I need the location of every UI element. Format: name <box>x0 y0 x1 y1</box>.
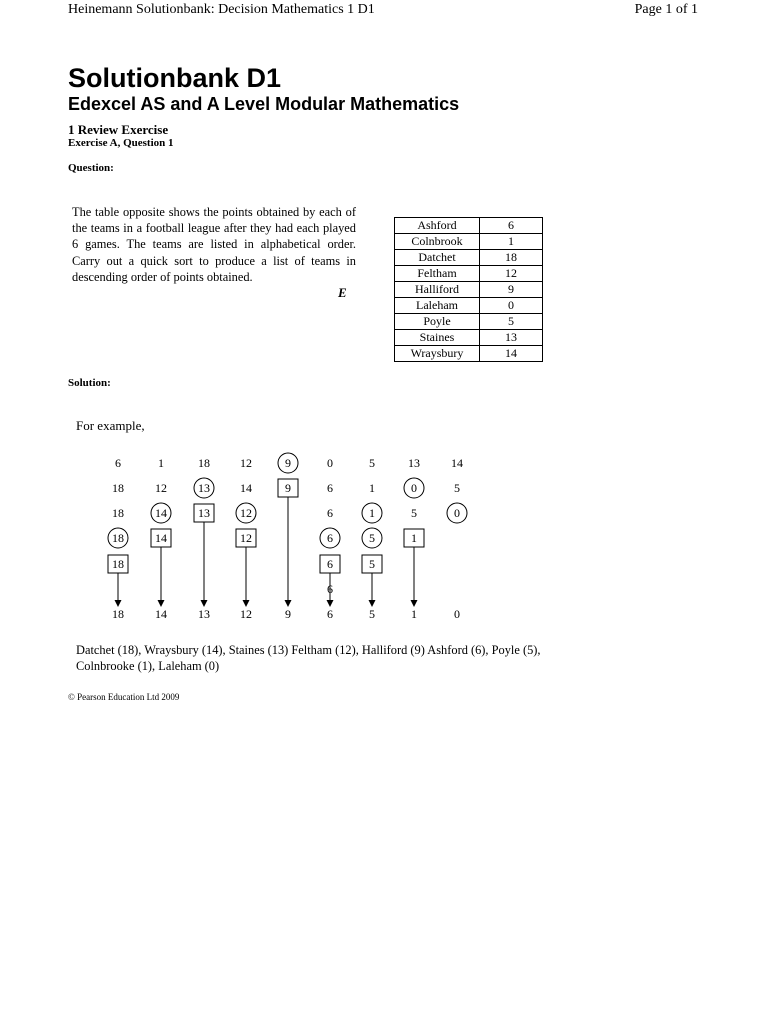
team-name: Colnbrook <box>395 234 480 250</box>
sort-value: 6 <box>327 557 333 571</box>
sort-value: 12 <box>240 531 252 545</box>
pivot-arrow-head <box>115 600 122 607</box>
team-name: Staines <box>395 330 480 346</box>
copyright-footer: © Pearson Education Ltd 2009 <box>68 692 180 702</box>
sort-value: 13 <box>408 456 420 470</box>
sort-value: 14 <box>240 481 252 495</box>
header-source: Heinemann Solutionbank: Decision Mathematics 1 D1 <box>68 2 375 17</box>
sorted-value: 14 <box>155 607 167 621</box>
sort-value: 0 <box>454 506 460 520</box>
team-name: Poyle <box>395 314 480 330</box>
sort-value: 13 <box>198 506 210 520</box>
team-name: Datchet <box>395 250 480 266</box>
sort-value: 14 <box>155 506 167 520</box>
sort-value: 5 <box>369 557 375 571</box>
sort-value: 14 <box>155 531 167 545</box>
team-points: 13 <box>480 330 543 346</box>
sort-value: 5 <box>369 531 375 545</box>
team-points: 14 <box>480 346 543 362</box>
pivot-arrow-head <box>243 600 250 607</box>
example-intro: For example, <box>76 418 145 433</box>
sort-value: 18 <box>112 531 124 545</box>
sort-value: 6 <box>115 456 121 470</box>
pivot-arrow-head <box>201 600 208 607</box>
sort-value: 6 <box>327 506 333 520</box>
sort-value: 1 <box>158 456 164 470</box>
pivot-arrow-head <box>411 600 418 607</box>
sort-value: 1 <box>369 481 375 495</box>
team-points: 6 <box>480 218 543 234</box>
question-text: The table opposite shows the points obtained by each of the teams in a football league after they had each played 6 games. The teams are listed in alphabetical order. Carry out a quick sort to produce a list of teams in descending order of points obtained. <box>72 205 356 284</box>
exercise-heading: Exercise A, Question 1 <box>68 137 174 149</box>
page-subtitle: Edexcel AS and A Level Modular Mathematics <box>68 94 460 114</box>
sort-value: 18 <box>112 481 124 495</box>
page-title: Solutionbank D1 <box>68 63 282 93</box>
sort-value: 5 <box>411 506 417 520</box>
sort-value: 13 <box>198 481 210 495</box>
team-points: 1 <box>480 234 543 250</box>
sort-value: 9 <box>285 456 291 470</box>
team-points: 0 <box>480 298 543 314</box>
sort-value: 18 <box>112 557 124 571</box>
sorted-value: 1 <box>411 607 417 621</box>
sorted-result-text: Datchet (18), Wraysbury (14), Staines (13) Feltham (12), Halliford (9) Ashford (6), Poyle (5), Colnbrooke (1), Laleham (0) <box>76 643 541 673</box>
exam-mark: E <box>338 285 347 300</box>
sorted-value: 0 <box>454 607 460 621</box>
team-points: 5 <box>480 314 543 330</box>
sort-value: 6 <box>327 582 333 596</box>
sort-value: 9 <box>285 481 291 495</box>
sorted-value: 6 <box>327 607 333 621</box>
sort-value: 1 <box>369 506 375 520</box>
team-name: Feltham <box>395 266 480 282</box>
sort-value: 5 <box>454 481 460 495</box>
page-number: Page 1 of 1 <box>634 2 698 17</box>
sort-value: 18 <box>112 506 124 520</box>
team-name: Halliford <box>395 282 480 298</box>
sorted-value: 12 <box>240 607 252 621</box>
sort-value: 6 <box>327 481 333 495</box>
pivot-arrow-head <box>369 600 376 607</box>
sort-value: 0 <box>327 456 333 470</box>
team-name: Laleham <box>395 298 480 314</box>
pivot-arrow-head <box>285 600 292 607</box>
sort-value: 0 <box>411 481 417 495</box>
team-points: 12 <box>480 266 543 282</box>
sorted-value: 13 <box>198 607 210 621</box>
sorted-value: 18 <box>112 607 124 621</box>
pivot-arrow-head <box>158 600 165 607</box>
sorted-value: 9 <box>285 607 291 621</box>
team-name: Wraysbury <box>395 346 480 362</box>
sort-value: 18 <box>198 456 210 470</box>
pivot-arrow-head <box>327 600 334 607</box>
solution-label: Solution: <box>68 377 111 389</box>
team-points: 18 <box>480 250 543 266</box>
sort-value: 12 <box>240 456 252 470</box>
sort-value: 12 <box>240 506 252 520</box>
sorted-value: 5 <box>369 607 375 621</box>
team-points: 9 <box>480 282 543 298</box>
sort-value: 12 <box>155 481 167 495</box>
sort-value: 5 <box>369 456 375 470</box>
sort-value: 6 <box>327 531 333 545</box>
question-label: Question: <box>68 162 114 174</box>
sort-value: 14 <box>451 456 463 470</box>
section-heading: 1 Review Exercise <box>68 122 169 137</box>
sort-value: 1 <box>411 531 417 545</box>
team-name: Ashford <box>395 218 480 234</box>
